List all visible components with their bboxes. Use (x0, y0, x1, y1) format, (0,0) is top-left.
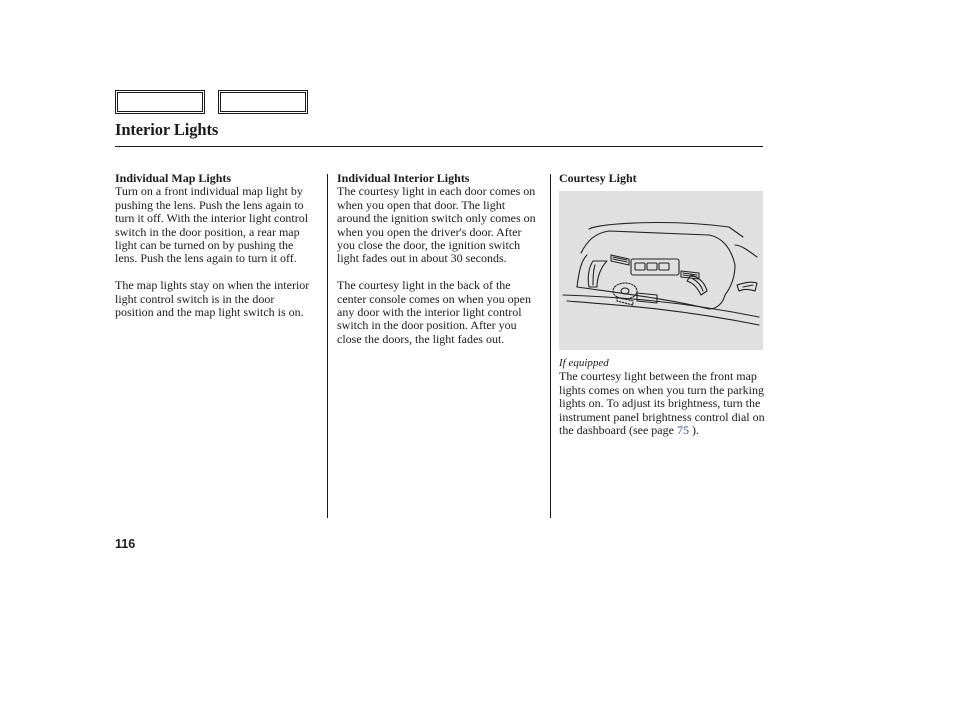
page-reference-link[interactable]: 75 (676, 423, 689, 438)
column-divider (327, 174, 328, 518)
column-map-lights (115, 172, 315, 319)
page-number: 116 (115, 537, 136, 551)
page-title: Interior Lights (115, 120, 219, 139)
section-heading-interior-lights: Individual Interior Lights (337, 171, 470, 185)
section-heading-map-lights: Individual Map Lights (115, 171, 232, 185)
paragraph: The map lights stay on when the interior light control switch is in the door position and the map light switch is on. (115, 278, 310, 320)
console-drawing (559, 191, 763, 350)
figure-caption: If equipped (559, 357, 609, 370)
column-interior-lights (337, 172, 539, 346)
paragraph-text: The courtesy light between the front map lights comes on when you turn the parking lights on. To adjust its brightness, turn the instrument panel brightness control dial on the dashboard (see page (559, 369, 765, 438)
paragraph: Turn on a front individual map light by pushing the lens. Push the lens again to turn it off. With the interior light control switch in the door position, a rear map light can be turned on by pushing the lens. Push the lens again to turn it off. (115, 184, 309, 266)
nav-button-next[interactable] (218, 90, 308, 114)
paragraph: The courtesy light in the back of the center console comes on when you open any door with the interior light control switch in the door position. After you close the doors, the light fades out. (337, 278, 531, 346)
column-courtesy-light (559, 172, 765, 437)
paragraph-courtesy-light (559, 370, 765, 437)
overhead-console-illustration (559, 191, 763, 350)
paragraph-text-end: ). (691, 423, 699, 438)
section-heading-courtesy-light: Courtesy Light (559, 171, 637, 185)
paragraph: The courtesy light in each door comes on when you open that door. The light around the ignition switch only comes on when you open the driver's door. After you close the door, the ignition switch light fades out in about 30 seconds. (337, 184, 536, 266)
nav-button-previous[interactable] (115, 90, 205, 114)
column-divider (550, 174, 551, 518)
title-divider (115, 146, 763, 147)
